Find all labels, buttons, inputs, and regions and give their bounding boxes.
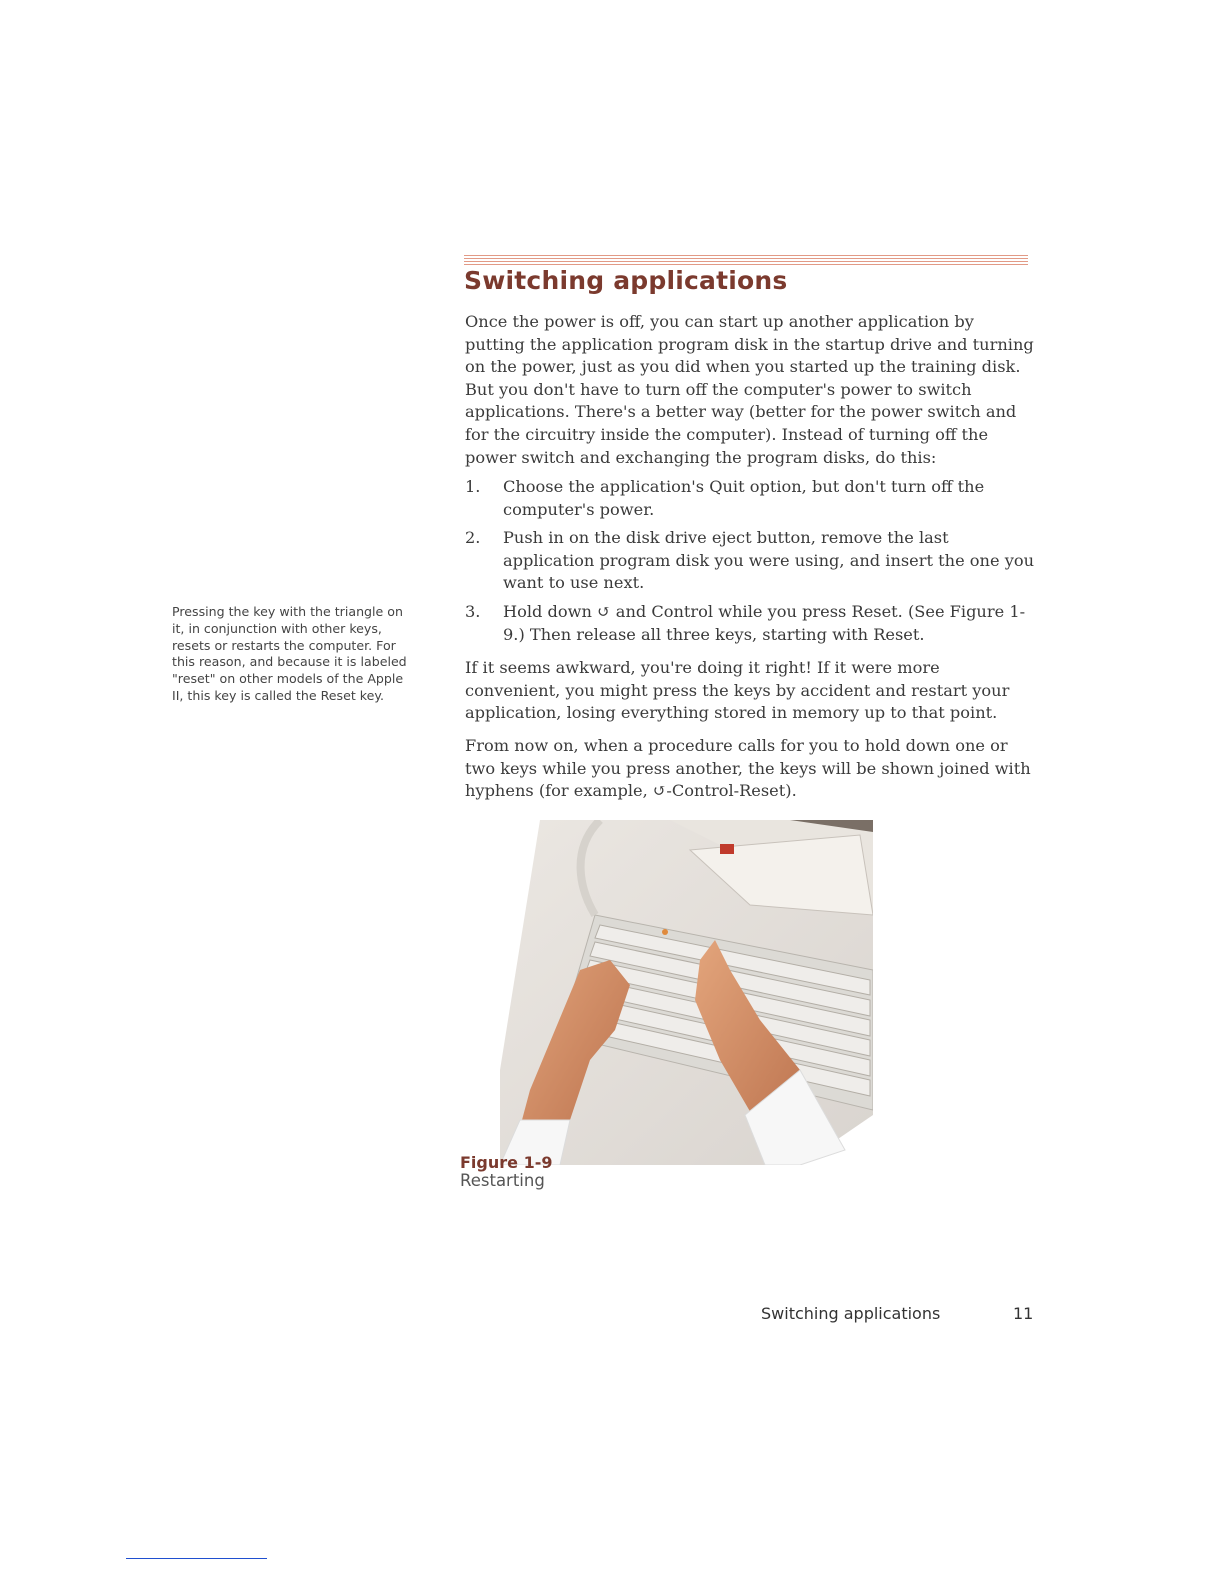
step-number: 3. (465, 602, 481, 621)
step-text: Hold down ↺ and Control while you press Reset. (See Figure 1-9.) Then release all three keys, starting with Reset. (503, 602, 1026, 644)
step-number: 2. (465, 528, 481, 547)
figure-photo (500, 820, 873, 1165)
hands-on-keyboard-photo-icon (500, 820, 873, 1165)
step-text: Push in on the disk drive eject button, remove the last application program disk you were using, and insert the one you want to use next. (503, 528, 1035, 593)
step-item-1 (465, 476, 1040, 521)
intro-paragraph: Once the power is off, you can start up another application by putting the application program disk in the startup drive and turning on the power, just as you did when you started up the training disk. But you don't have to turn off the computer's power to switch applications. There's a better way (better for the power switch and for the circuitry inside the computer). Instead of turning off the power switch and exchanging the program disks, do this: (465, 312, 1034, 467)
footer-section-title: Switching applications (761, 1304, 941, 1323)
sidebar-note: Pressing the key with the triangle on it, in conjunction with other keys, resets or restarts the computer. For this reason, and because it is labeled "reset" on other models of the Apple II, this key is called the Reset key. (172, 604, 407, 703)
step-item-3 (465, 601, 1040, 646)
awkward-paragraph: If it seems awkward, you're doing it right! If it were more convenient, you might press the keys by accident and restart your application, losing everything stored in memory up to that point. (465, 658, 1010, 723)
section-title: Switching applications (464, 266, 788, 295)
step-text: Choose the application's Quit option, but don't turn off the computer's power. (503, 477, 985, 519)
hyphens-paragraph: From now on, when a procedure calls for you to hold down one or two keys while you press another, the keys will be shown joined with hyphens (for example, ↺-Control-Reset). (465, 736, 1031, 801)
step-item-2 (465, 527, 1040, 595)
page-number: 11 (1013, 1304, 1034, 1323)
step-number: 1. (465, 477, 481, 496)
figure-caption: Restarting (460, 1171, 545, 1190)
bottom-link-underline (126, 1558, 267, 1559)
figure-label: Figure 1-9 (460, 1153, 553, 1172)
